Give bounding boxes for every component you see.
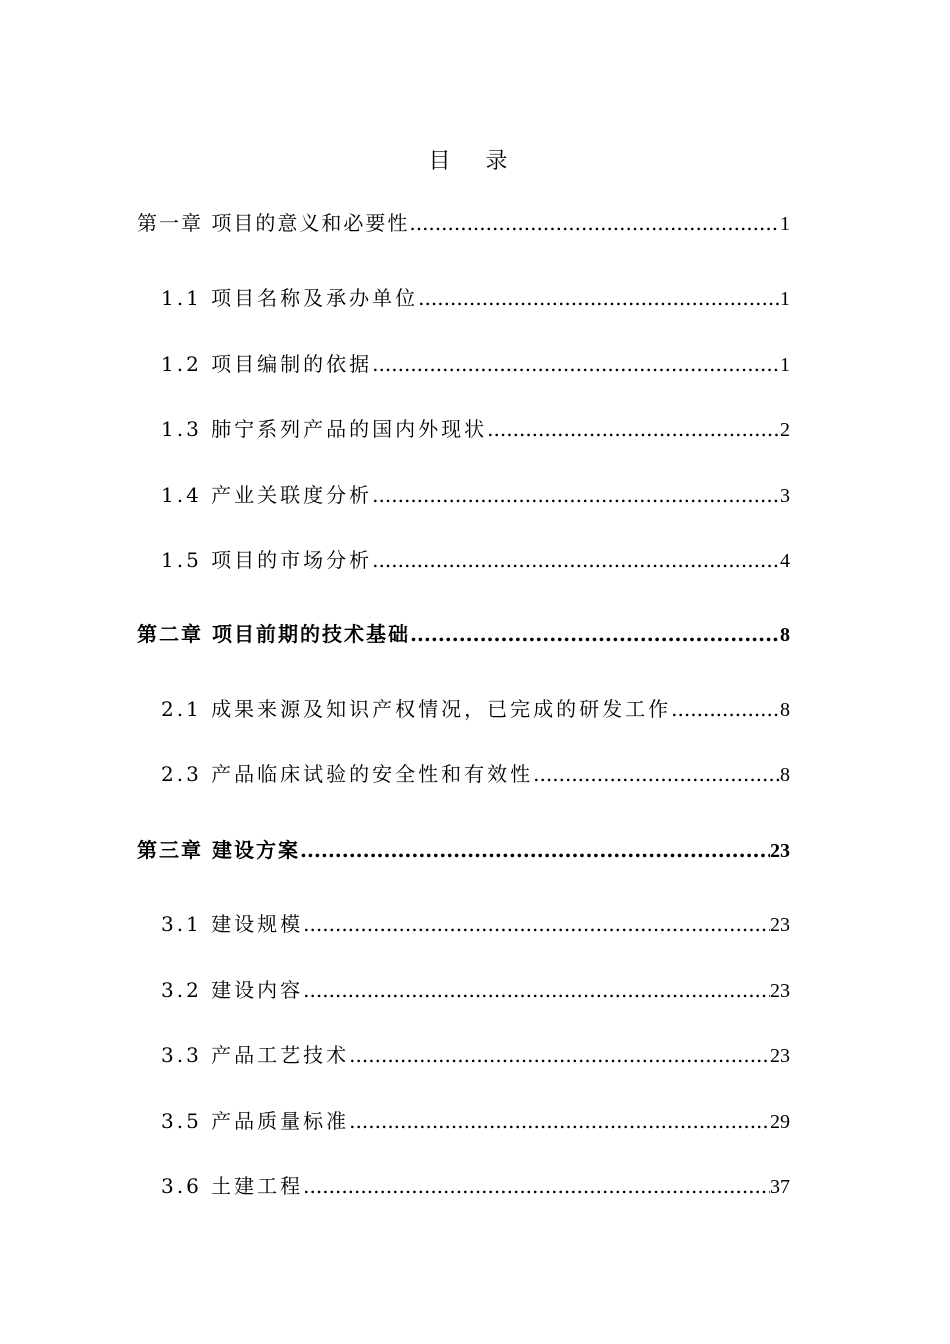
dot-leader bbox=[372, 546, 780, 574]
toc-entry-text: 第一章 项目的意义和必要性 bbox=[137, 211, 410, 235]
toc-entry-3-6[interactable] bbox=[161, 1172, 790, 1200]
toc-entry-text: 2.3 产品临床试验的安全性和有效性 bbox=[161, 762, 534, 786]
toc-entry-page: 23 bbox=[770, 1045, 790, 1067]
dot-leader bbox=[303, 976, 770, 1004]
toc-entry-2-3[interactable] bbox=[161, 760, 790, 788]
toc-entry-text: 1.3 肺宁系列产品的国内外现状 bbox=[161, 417, 488, 441]
toc-entry-page: 8 bbox=[780, 624, 790, 646]
toc-entry-text: 3.5 产品质量标准 bbox=[161, 1109, 350, 1133]
toc-entry-page: 8 bbox=[780, 764, 790, 786]
toc-entry-text: 1.1 项目名称及承办单位 bbox=[161, 286, 419, 310]
dot-leader bbox=[409, 209, 780, 237]
dot-leader bbox=[300, 836, 770, 864]
toc-entry-1-2[interactable] bbox=[161, 350, 790, 378]
toc-entry-page: 1 bbox=[780, 288, 790, 310]
toc-entry-text: 1.4 产业关联度分析 bbox=[161, 483, 373, 507]
toc-entry-text: 3.1 建设规模 bbox=[161, 912, 304, 936]
toc-entry-page: 2 bbox=[780, 419, 790, 441]
toc-entry-text: 3.2 建设内容 bbox=[161, 978, 304, 1002]
toc-entry-page: 4 bbox=[780, 550, 790, 572]
toc-entry-page: 3 bbox=[780, 485, 790, 507]
dot-leader bbox=[349, 1041, 770, 1069]
toc-entry-3-1[interactable] bbox=[161, 910, 790, 938]
dot-leader bbox=[372, 481, 780, 509]
toc-entry-text: 3.3 产品工艺技术 bbox=[161, 1043, 350, 1067]
toc-entry-1-1[interactable] bbox=[161, 284, 790, 312]
dot-leader bbox=[487, 415, 780, 443]
toc-entry-page: 1 bbox=[780, 213, 790, 235]
dot-leader bbox=[303, 1172, 770, 1200]
toc-entry-page: 23 bbox=[770, 980, 790, 1002]
toc-entry-page: 8 bbox=[780, 699, 790, 721]
toc-entry-page: 23 bbox=[770, 914, 790, 936]
toc-entry-text: 3.6 土建工程 bbox=[161, 1174, 304, 1198]
toc-entry-3-3[interactable] bbox=[161, 1041, 790, 1069]
toc-entry-text: 第三章 建设方案 bbox=[137, 838, 300, 862]
dot-leader bbox=[303, 910, 770, 938]
toc-entry-text: 1.2 项目编制的依据 bbox=[161, 352, 373, 376]
toc-entry-chapter-1[interactable] bbox=[137, 209, 790, 237]
toc-entry-3-5[interactable] bbox=[161, 1107, 790, 1135]
dot-leader bbox=[671, 695, 780, 723]
dot-leader bbox=[372, 350, 780, 378]
dot-leader bbox=[533, 760, 780, 788]
toc-entry-1-5[interactable] bbox=[161, 546, 790, 574]
toc-entry-page: 23 bbox=[770, 840, 790, 862]
toc-entry-3-2[interactable] bbox=[161, 976, 790, 1004]
dot-leader bbox=[418, 284, 780, 312]
toc-entry-text: 第二章 项目前期的技术基础 bbox=[137, 622, 410, 646]
toc-entry-1-3[interactable] bbox=[161, 415, 790, 443]
dot-leader bbox=[410, 620, 780, 648]
dot-leader bbox=[349, 1107, 770, 1135]
toc-entry-text: 2.1 成果来源及知识产权情况，已完成的研发工作 bbox=[161, 697, 672, 721]
toc-entry-page: 29 bbox=[770, 1111, 790, 1133]
toc-entry-text: 1.5 项目的市场分析 bbox=[161, 548, 373, 572]
toc-entry-page: 1 bbox=[780, 354, 790, 376]
toc-entry-2-1[interactable] bbox=[161, 695, 790, 723]
toc-entry-1-4[interactable] bbox=[161, 481, 790, 509]
toc-entry-chapter-3[interactable] bbox=[137, 836, 790, 864]
toc-entry-page: 37 bbox=[770, 1176, 790, 1198]
toc-entry-chapter-2[interactable] bbox=[137, 620, 790, 648]
toc-title: 目 录 bbox=[428, 149, 522, 174]
